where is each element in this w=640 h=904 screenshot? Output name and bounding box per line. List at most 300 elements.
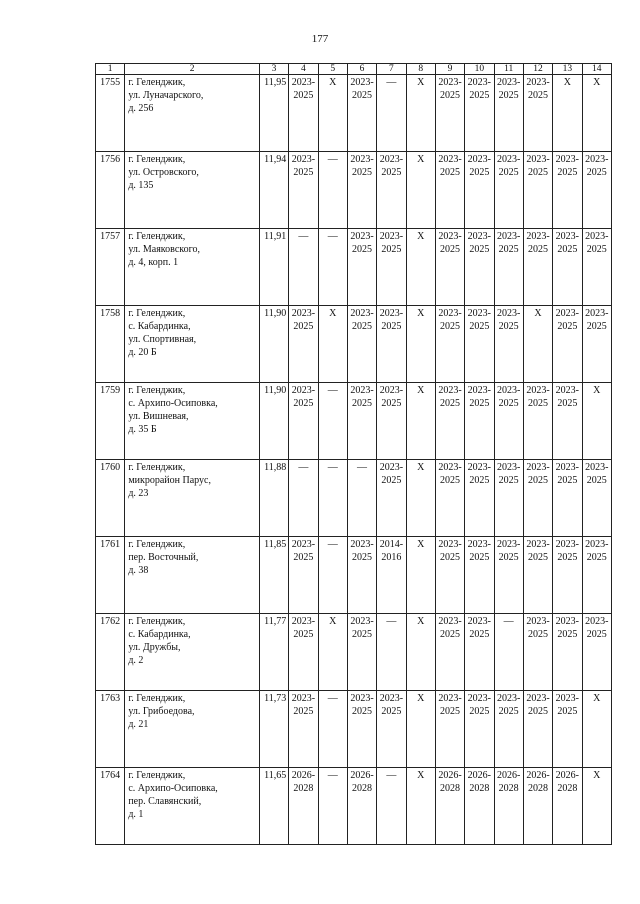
period-line: 2014- [379,539,404,550]
period-cell [523,75,552,152]
address-line: ул. Луначарского, [128,90,204,101]
period-line: 2023- [291,77,316,88]
period-line: 2025 [586,244,607,255]
period-line: 2025 [586,475,607,486]
period-line: 2025 [293,706,314,717]
period-line: 2025 [293,321,314,332]
period-cell [582,537,612,614]
address-line: г. Геленджик, [128,539,186,550]
period-cell [406,691,435,768]
period-line: 2023- [467,539,492,550]
table-row [96,229,612,306]
address-line: ул. Маяковского, [128,244,200,255]
period-cell [523,537,552,614]
period-cell [435,537,464,614]
period-cell [494,460,523,537]
address-line: г. Геленджик, [128,693,186,704]
period-line: 2025 [528,398,548,409]
period-cell [318,306,347,383]
address-line: ул. Грибоедова, [128,706,195,717]
address-line: пер. Славянский, [128,796,202,807]
period-line: 2025 [469,629,490,640]
address-line: с. Архипо-Осиповка, [128,783,218,794]
row-number: 1755 [96,75,125,152]
column-header: 13 [553,64,582,75]
period-line: 2023- [438,154,462,165]
period-cell [494,152,523,229]
period-line: 2025 [557,398,578,409]
period-line: 2028 [293,783,314,794]
housing-schedule-table [95,63,612,845]
period-line: 2023- [555,308,579,319]
period-cell [465,537,494,614]
period-line: 2023- [585,539,609,550]
period-cell [289,768,318,845]
period-line: 2023- [291,385,316,396]
period-cell [494,383,523,460]
row-number: 1762 [96,614,125,691]
period-cell [406,537,435,614]
period-cell [582,306,612,383]
period-line: 2023- [291,539,316,550]
period-line: 2025 [586,629,607,640]
period-line: 2023- [555,231,579,242]
period-cell [465,614,494,691]
period-line: 2025 [440,475,461,486]
period-line: 2023- [379,154,404,165]
period-line: 2025 [293,167,314,178]
period-line: 2025 [352,706,373,717]
address-line: д. 4, корп. 1 [128,257,179,268]
period-line: 2023- [379,693,404,704]
address-cell [125,229,260,306]
column-header: 12 [523,64,552,75]
address-cell [125,75,260,152]
period-line: 2025 [528,629,548,640]
period-line: 2026- [350,770,374,781]
address-cell [125,460,260,537]
area-cell: 11,90 [259,383,288,460]
period-line: 2025 [293,398,314,409]
period-line: 2026- [467,770,492,781]
period-line: X [563,77,571,88]
address-line: ул. Дружбы, [128,642,181,653]
period-line: X [593,770,601,781]
table-row [96,75,612,152]
period-cell [435,152,464,229]
period-cell [494,75,523,152]
period-cell [553,460,582,537]
period-line: 2028 [352,783,373,794]
row-number: 1761 [96,537,125,614]
period-cell [553,306,582,383]
column-header: 4 [289,64,318,75]
period-cell [406,229,435,306]
period-cell [289,306,318,383]
period-cell [289,152,318,229]
address-cell [125,306,260,383]
period-line: 2023- [379,231,404,242]
period-line: 2023- [497,462,521,473]
period-line: 2025 [440,552,461,563]
period-line: 2023- [526,231,550,242]
page-number: 177 [311,33,329,45]
period-cell [435,75,464,152]
period-line: 2025 [557,706,578,717]
period-cell [465,691,494,768]
address-line: с. Архипо-Осиповка, [128,398,218,409]
header-row [96,64,612,75]
period-line: 2023- [526,77,550,88]
column-header: 3 [259,64,288,75]
period-line: X [417,693,425,704]
period-cell [435,614,464,691]
period-cell [318,152,347,229]
address-line: г. Геленджик, [128,385,186,396]
period-line: X [593,77,601,88]
address-line: д. 135 [128,180,154,191]
period-line: X [593,385,601,396]
period-cell [377,691,406,768]
column-header: 6 [347,64,376,75]
area-cell: 11,90 [259,306,288,383]
period-cell [582,614,612,691]
address-cell [125,152,260,229]
period-line: 2025 [469,398,490,409]
period-line: 2028 [557,783,578,794]
column-header: 11 [494,64,523,75]
period-cell [523,460,552,537]
period-cell [435,306,464,383]
period-cell [377,460,406,537]
period-line: X [417,616,425,627]
period-cell [289,691,318,768]
period-line: 2025 [440,90,461,101]
period-line: 2025 [498,321,519,332]
column-header: 14 [582,64,612,75]
period-line: 2025 [528,706,548,717]
period-cell [435,383,464,460]
period-line: 2025 [528,167,548,178]
period-cell [582,691,612,768]
period-line: — [357,462,368,473]
address-line: г. Геленджик, [128,462,186,473]
period-line: 2023- [467,308,492,319]
period-line: 2028 [469,783,490,794]
period-line: X [417,231,425,242]
period-line: 2025 [498,552,519,563]
period-line: 2025 [469,167,490,178]
period-line: 2025 [586,321,607,332]
period-cell [347,614,376,691]
period-line: 2025 [498,475,519,486]
period-line: 2023- [350,693,374,704]
column-header: 9 [435,64,464,75]
period-line: 2023- [467,385,492,396]
period-line: 2023- [291,616,316,627]
period-line: 2025 [381,244,402,255]
period-cell [553,383,582,460]
period-line: 2016 [381,552,402,563]
address-cell [125,691,260,768]
period-cell [318,537,347,614]
period-cell [582,75,612,152]
period-cell [377,768,406,845]
period-line: 2025 [557,167,578,178]
period-line: X [417,539,425,550]
period-cell [289,75,318,152]
period-line: 2023- [555,385,579,396]
period-cell [582,229,612,306]
address-line: с. Кабардинка, [128,321,191,332]
table-row [96,306,612,383]
address-line: г. Геленджик, [128,770,186,781]
period-line: 2025 [469,90,490,101]
period-line: 2025 [586,167,607,178]
period-cell [523,691,552,768]
period-line: 2025 [381,167,402,178]
period-line: 2025 [498,398,519,409]
period-line: 2023- [585,462,609,473]
period-line: 2025 [440,706,461,717]
period-line: 2023- [467,154,492,165]
period-line: 2023- [555,154,579,165]
period-line: 2023- [379,462,404,473]
period-cell [377,229,406,306]
column-header: 10 [465,64,494,75]
period-cell [582,460,612,537]
period-line: 2023- [350,77,374,88]
period-cell [347,768,376,845]
period-line: 2023- [467,462,492,473]
period-line: — [503,616,514,627]
period-cell [347,537,376,614]
period-line: 2023- [497,308,521,319]
period-line: 2025 [528,90,548,101]
period-line: 2023- [291,308,316,319]
period-cell [347,229,376,306]
address-line: д. 256 [128,103,154,114]
period-cell [347,152,376,229]
row-number: 1756 [96,152,125,229]
period-cell [582,152,612,229]
period-line: X [417,77,425,88]
period-cell [347,691,376,768]
period-cell [406,614,435,691]
period-line: — [386,616,397,627]
period-cell [465,383,494,460]
period-line: 2025 [440,244,461,255]
table-row [96,152,612,229]
period-line: X [417,154,425,165]
period-cell [553,537,582,614]
period-line: 2023- [379,385,404,396]
period-cell [465,768,494,845]
period-cell [406,460,435,537]
period-line: 2025 [557,244,578,255]
table-row [96,691,612,768]
address-line: д. 2 [128,655,144,666]
period-line: — [327,231,338,242]
period-cell [523,614,552,691]
period-line: X [329,308,337,319]
period-cell [523,229,552,306]
period-cell [289,229,318,306]
period-line: 2023- [585,231,609,242]
period-cell [289,460,318,537]
period-line: — [386,770,397,781]
period-cell [347,75,376,152]
table-row [96,460,612,537]
period-line: 2023- [350,231,374,242]
period-line: 2025 [293,629,314,640]
period-cell [553,152,582,229]
period-line: 2023- [467,616,492,627]
address-cell [125,537,260,614]
column-header: 5 [318,64,347,75]
period-line: 2023- [497,231,521,242]
period-line: X [417,770,425,781]
period-line: 2028 [440,783,461,794]
column-header: 8 [406,64,435,75]
area-cell: 11,94 [259,152,288,229]
area-cell: 11,65 [259,768,288,845]
address-line: пер. Восточный, [128,552,199,563]
period-line: — [327,539,338,550]
period-cell [494,691,523,768]
period-cell [435,460,464,537]
row-number: 1758 [96,306,125,383]
table-row [96,383,612,460]
period-line: 2023- [585,154,609,165]
period-line: 2025 [381,475,402,486]
period-cell [465,460,494,537]
period-cell [465,306,494,383]
period-cell [435,229,464,306]
period-cell [406,152,435,229]
period-line: 2023- [497,539,521,550]
period-line: 2026- [497,770,521,781]
period-line: 2026- [291,770,316,781]
period-line: 2023- [526,154,550,165]
period-line: 2023- [438,693,462,704]
period-cell [289,614,318,691]
period-line: 2023- [438,308,462,319]
period-line: 2025 [498,90,519,101]
period-cell [465,75,494,152]
period-line: 2025 [352,167,373,178]
period-line: 2026- [526,770,550,781]
row-number: 1757 [96,229,125,306]
period-cell [523,306,552,383]
period-line: 2025 [352,321,373,332]
period-cell [347,460,376,537]
period-cell [318,229,347,306]
period-cell [582,383,612,460]
period-cell [406,75,435,152]
period-line: — [327,770,338,781]
area-cell: 11,95 [259,75,288,152]
period-line: 2025 [469,552,490,563]
address-line: ул. Островского, [128,167,199,178]
period-line: 2025 [557,629,578,640]
period-cell [318,460,347,537]
period-line: 2023- [555,616,579,627]
address-line: ул. Вишневая, [128,411,189,422]
period-line: 2026- [438,770,462,781]
period-line: 2023- [585,616,609,627]
period-cell [377,306,406,383]
period-cell [318,768,347,845]
address-line: д. 20 Б [128,347,157,358]
period-cell [435,768,464,845]
table-row [96,537,612,614]
period-line: 2025 [528,244,548,255]
period-cell [318,691,347,768]
period-line: — [327,385,338,396]
period-line: 2025 [528,552,548,563]
period-line: 2025 [440,321,461,332]
period-line: X [534,308,542,319]
period-line: 2025 [440,398,461,409]
period-cell [553,75,582,152]
address-line: д. 21 [128,719,149,730]
area-cell: 11,88 [259,460,288,537]
period-cell [465,229,494,306]
period-line: 2025 [469,321,490,332]
period-line: X [593,693,601,704]
period-line: 2023- [555,693,579,704]
period-cell [406,383,435,460]
period-line: 2023- [350,385,374,396]
area-cell: 11,77 [259,614,288,691]
period-line: 2023- [438,539,462,550]
period-line: — [327,693,338,704]
period-line: 2025 [293,552,314,563]
period-line: 2023- [497,385,521,396]
period-cell [553,768,582,845]
period-cell [494,768,523,845]
row-number: 1764 [96,768,125,845]
period-line: 2023- [526,693,550,704]
period-line: 2025 [381,321,402,332]
period-cell [523,383,552,460]
address-line: г. Геленджик, [128,154,186,165]
period-line: X [417,308,425,319]
period-cell [318,614,347,691]
period-line: 2023- [497,154,521,165]
area-cell: 11,91 [259,229,288,306]
row-number: 1763 [96,691,125,768]
period-cell [406,768,435,845]
period-line: 2023- [555,462,579,473]
period-cell [435,691,464,768]
period-line: 2023- [467,77,492,88]
period-line: 2025 [557,321,578,332]
period-line: 2023- [555,539,579,550]
address-line: г. Геленджик, [128,231,186,242]
table-row [96,614,612,691]
period-line: 2023- [497,693,521,704]
period-line: — [386,77,397,88]
address-line: г. Геленджик, [128,616,186,627]
period-line: X [329,77,337,88]
period-line: 2025 [381,706,402,717]
address-line: ул. Спортивная, [128,334,197,345]
period-line: 2025 [352,629,373,640]
period-line: — [327,154,338,165]
period-line: 2023- [438,231,462,242]
